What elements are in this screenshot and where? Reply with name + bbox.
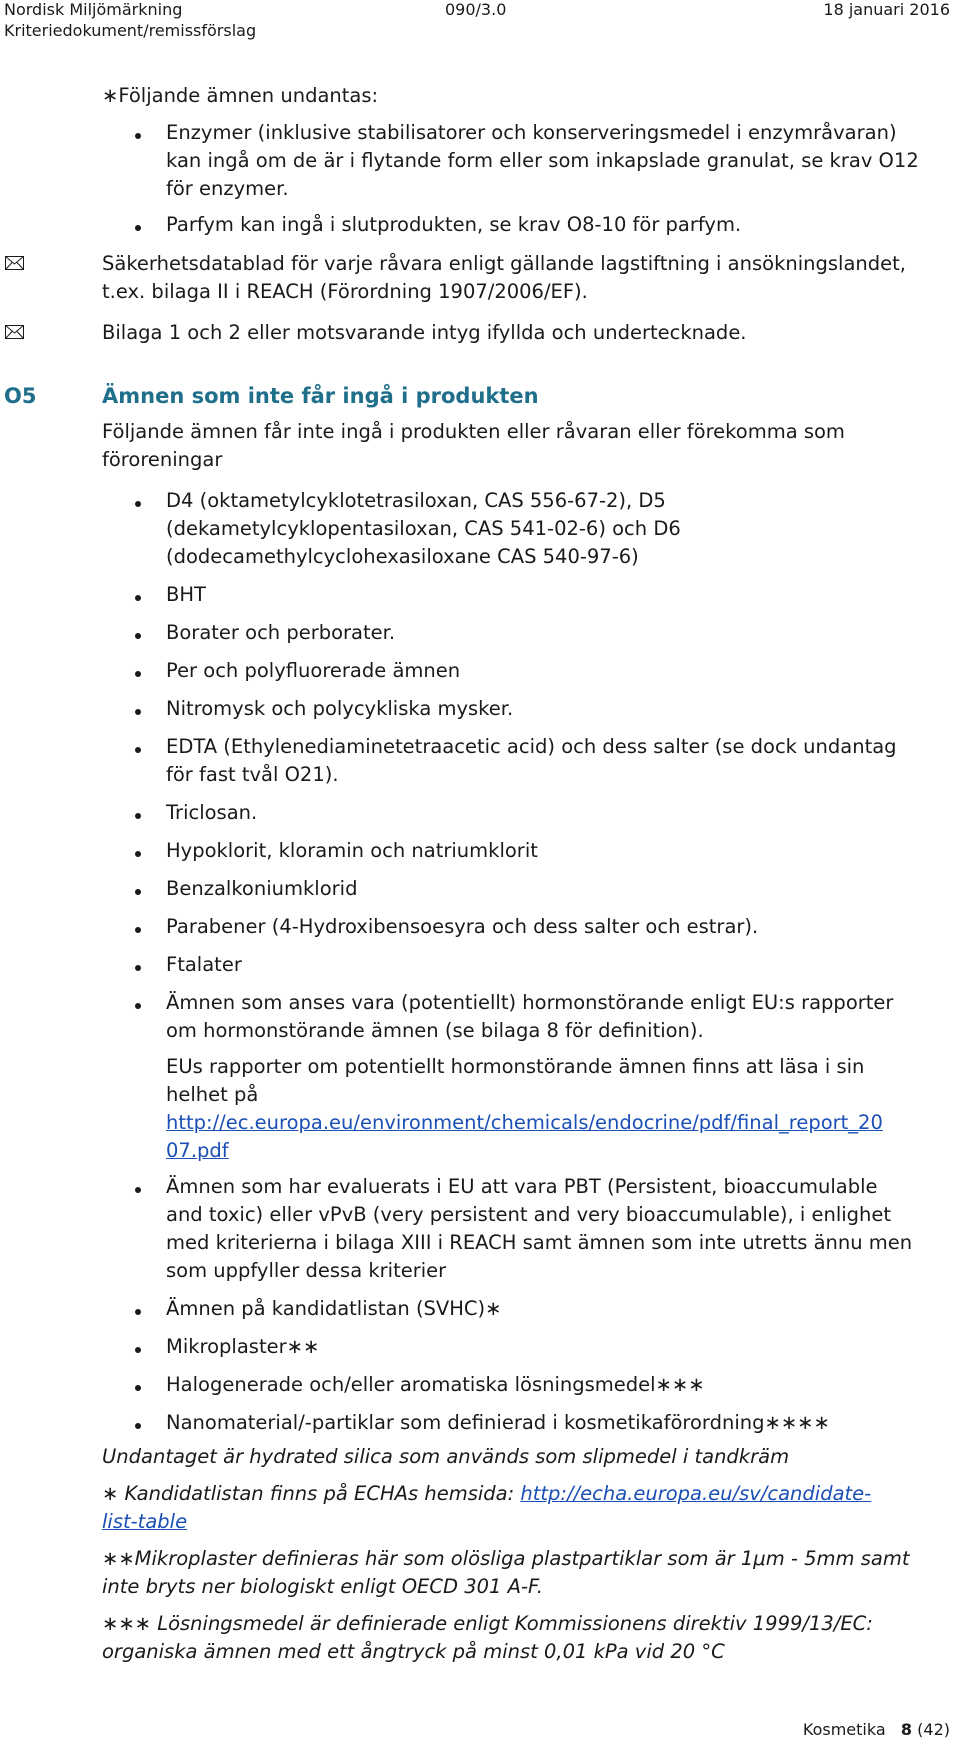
page-subheader bbox=[4, 21, 950, 41]
envelope-icon bbox=[5, 256, 24, 270]
bullet-dot bbox=[135, 1003, 141, 1009]
envelope-icon bbox=[5, 325, 24, 339]
page-footer bbox=[803, 1720, 950, 1740]
footer-section: Kosmetika bbox=[802, 1720, 886, 1739]
note-solvents-line1: ∗∗∗ Lösningsmedel är definierade enligt Kommissionens direktiv 1999/13/EC: bbox=[102, 1612, 873, 1635]
exemption-item-perfume: Parfym kan ingå i slutprodukten, se krav O8-10 för parfym. bbox=[166, 213, 742, 236]
bullet-dot bbox=[135, 709, 141, 715]
eu-report-link-line1[interactable]: http://ec.europa.eu/environment/chemicals/endocrine/pdf/final_report_20 bbox=[166, 1111, 883, 1134]
requirement-code: O5 bbox=[4, 384, 37, 408]
bullet-dot bbox=[135, 671, 141, 677]
exemption-item-enzymes-line2: kan ingå om de är i flytande form eller som inkapslade granulat, se krav O12 bbox=[166, 149, 919, 172]
list-item-siloxanes-line3: (dodecamethylcyclohexasiloxane CAS 540-97-6) bbox=[166, 545, 639, 568]
list-item-benzalkonium: Benzalkoniumklorid bbox=[166, 877, 358, 900]
list-item-endocrine-line2: om hormonstörande ämnen (se bilaga 8 för definition). bbox=[166, 1019, 704, 1042]
list-item-pbt-line1: Ämnen som har evaluerats i EU att vara PBT (Persistent, bioaccumulable bbox=[166, 1175, 878, 1198]
list-item-siloxanes-line1: D4 (oktametylcyklotetrasiloxan, CAS 556-67-2), D5 bbox=[166, 489, 666, 512]
bullet-dot bbox=[135, 889, 141, 895]
documentation-annex: Bilaga 1 och 2 eller motsvarande intyg ifyllda och undertecknade. bbox=[102, 321, 747, 344]
list-item-parabens: Parabener (4-Hydroxibensoesyra och dess salter och estrar). bbox=[166, 915, 759, 938]
header-date: 18 januari 2016 bbox=[823, 0, 950, 19]
list-item-edta-line2: för fast tvål O21). bbox=[166, 763, 339, 786]
documentation-sds-line2: t.ex. bilaga II i REACH (Förordning 1907/2006/EF). bbox=[102, 280, 588, 303]
note-microplastics-line1: ∗∗Mikroplaster definieras här som olösliga plastpartiklar som är 1μm - 5mm samt bbox=[102, 1547, 910, 1570]
list-item-hypochlorite: Hypoklorit, kloramin och natriumklorit bbox=[166, 839, 538, 862]
eu-note-line2: helhet på bbox=[166, 1083, 259, 1106]
note-candidate-prefix: ∗ Kandidatlistan finns på ECHAs hemsida: bbox=[102, 1482, 521, 1505]
exemption-item-enzymes-line1: Enzymer (inklusive stabilisatorer och konserveringsmedel i enzymråvaran) bbox=[166, 121, 897, 144]
echa-link-line2[interactable]: list-table bbox=[102, 1510, 188, 1533]
header-doc-type: Kriteriedokument/remissförslag bbox=[4, 21, 257, 40]
exemptions-intro: ∗Följande ämnen undantas: bbox=[102, 84, 379, 107]
footer-page-total: (42) bbox=[917, 1720, 950, 1739]
header-version: 090/3.0 bbox=[445, 0, 507, 19]
echa-link-line1[interactable]: http://echa.europa.eu/sv/candidate- bbox=[520, 1482, 872, 1505]
bullet-dot bbox=[135, 813, 141, 819]
bullet-dot bbox=[135, 501, 141, 507]
bullet-dot bbox=[135, 1385, 141, 1391]
bullet-dot bbox=[135, 133, 141, 139]
bullet-dot bbox=[135, 1347, 141, 1353]
bullet-dot bbox=[135, 225, 141, 231]
list-item-edta-line1: EDTA (Ethylenediaminetetraacetic acid) och dess salter (se dock undantag bbox=[166, 735, 897, 758]
list-item-microplastics: Mikroplaster∗∗ bbox=[166, 1335, 320, 1358]
page-header bbox=[4, 0, 950, 20]
header-org: Nordisk Miljömärkning bbox=[4, 0, 183, 19]
note-microplastics-line2: inte bryts ner biologiskt enligt OECD 301 A-F. bbox=[102, 1575, 543, 1598]
eu-note-line1: EUs rapporter om potentiellt hormonstörande ämnen finns att läsa i sin bbox=[166, 1055, 865, 1078]
list-item-pfas: Per och polyfluorerade ämnen bbox=[166, 659, 461, 682]
bullet-dot bbox=[135, 1423, 141, 1429]
list-item-phthalates: Ftalater bbox=[166, 953, 242, 976]
list-item-triclosan: Triclosan. bbox=[166, 801, 258, 824]
requirement-intro-line1: Följande ämnen får inte ingå i produkten eller råvaran eller förekomma som bbox=[102, 420, 845, 443]
list-item-pbt-line2: and toxic) eller vPvB (very persistent and very bioaccumulable), i enlighet bbox=[166, 1203, 892, 1226]
list-item-nanomaterial: Nanomaterial/-partiklar som definierad i kosmetikaförordning∗∗∗∗ bbox=[166, 1411, 830, 1434]
list-item-siloxanes-line2: (dekametylcyklopentasiloxan, CAS 541-02-6) och D6 bbox=[166, 517, 681, 540]
list-item-borates: Borater och perborater. bbox=[166, 621, 396, 644]
bullet-dot bbox=[135, 1187, 141, 1193]
note-candidate-line1 bbox=[102, 1480, 871, 1508]
bullet-dot bbox=[135, 633, 141, 639]
list-item-svhc: Ämnen på kandidatlistan (SVHC)∗ bbox=[166, 1297, 502, 1320]
note-solvents-line2: organiska ämnen med ett ångtryck på minst 0,01 kPa vid 20 °C bbox=[102, 1640, 725, 1663]
bullet-dot bbox=[135, 965, 141, 971]
note-exception: Undantaget är hydrated silica som används som slipmedel i tandkräm bbox=[102, 1445, 790, 1468]
bullet-dot bbox=[135, 1309, 141, 1315]
bullet-dot bbox=[135, 851, 141, 857]
requirement-title: Ämnen som inte får ingå i produkten bbox=[102, 384, 539, 408]
list-item-pbt-line4: som uppfyller dessa kriterier bbox=[166, 1259, 447, 1282]
requirement-intro-line2: föroreningar bbox=[102, 448, 223, 471]
bullet-dot bbox=[135, 747, 141, 753]
bullet-dot bbox=[135, 927, 141, 933]
list-item-solvents: Halogenerade och/eller aromatiska lösningsmedel∗∗∗ bbox=[166, 1373, 705, 1396]
eu-report-link-line2[interactable]: 07.pdf bbox=[166, 1139, 229, 1162]
list-item-bht: BHT bbox=[166, 583, 206, 606]
list-item-pbt-line3: med kriterierna i bilaga XIII i REACH samt ämnen som inte utretts ännu men bbox=[166, 1231, 913, 1254]
list-item-endocrine-line1: Ämnen som anses vara (potentiellt) hormonstörande enligt EU:s rapporter bbox=[166, 991, 894, 1014]
exemption-item-enzymes-line3: för enzymer. bbox=[166, 177, 289, 200]
list-item-nitromusk: Nitromysk och polycykliska mysker. bbox=[166, 697, 514, 720]
documentation-sds-line1: Säkerhetsdatablad för varje råvara enligt gällande lagstiftning i ansökningslandet, bbox=[102, 252, 906, 275]
bullet-dot bbox=[135, 595, 141, 601]
footer-page-number: 8 bbox=[900, 1720, 913, 1739]
